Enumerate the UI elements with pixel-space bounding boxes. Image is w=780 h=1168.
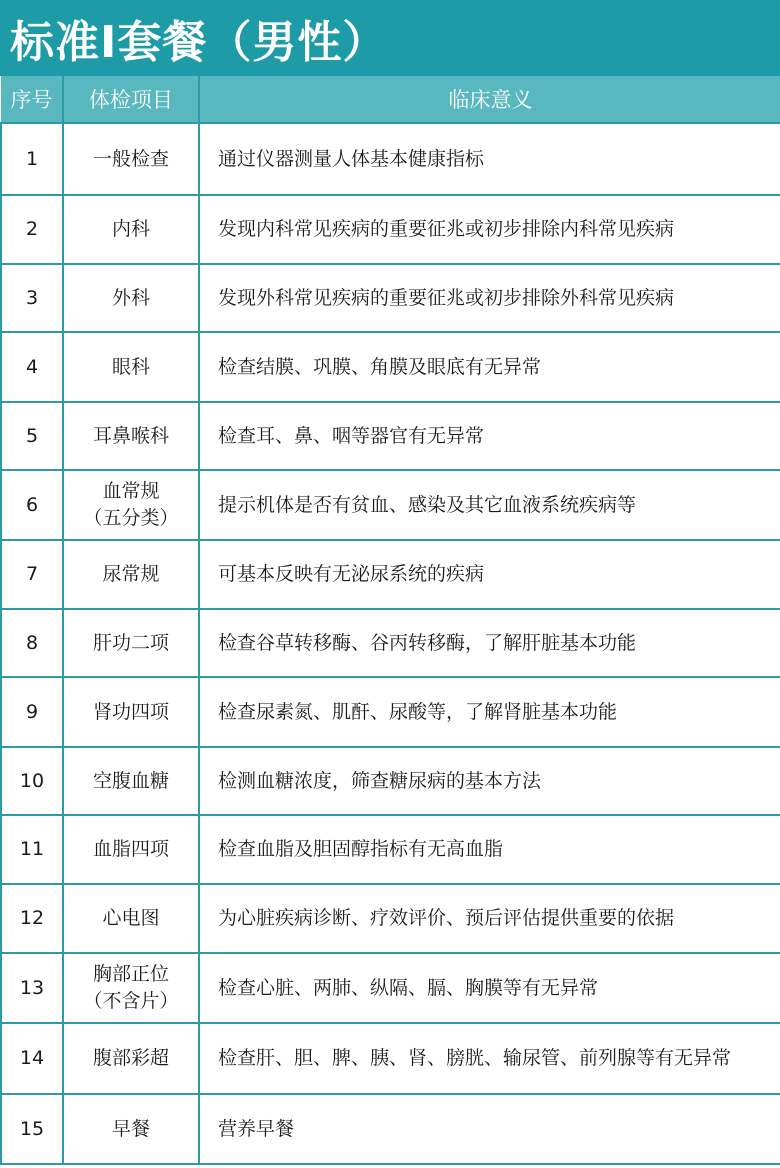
page-title: 标准I套餐（男性） xyxy=(10,17,388,68)
header-meaning: 临床意义 xyxy=(199,76,780,123)
row-item: 眼科 xyxy=(63,332,199,402)
row-meaning: 检查尿素氮、肌酐、尿酸等，了解肾脏基本功能 xyxy=(199,677,780,747)
row-meaning: 为心脏疾病诊断、疗效评价、预后评估提供重要的依据 xyxy=(199,884,780,953)
header-seq: 序号 xyxy=(1,76,63,123)
table-header xyxy=(1,76,780,123)
row-seq: 13 xyxy=(1,953,63,1023)
row-meaning: 检查肝、胆、脾、胰、肾、膀胱、输尿管、前列腺等有无异常 xyxy=(199,1023,780,1094)
package-table xyxy=(0,76,780,1165)
row-meaning: 可基本反映有无泌尿系统的疾病 xyxy=(199,540,780,609)
row-item: 肾功四项 xyxy=(63,677,199,747)
row-item: 尿常规 xyxy=(63,540,199,609)
row-item xyxy=(63,953,199,1023)
table-row xyxy=(1,1023,780,1094)
table-row xyxy=(1,677,780,747)
row-item: 心电图 xyxy=(63,884,199,953)
row-seq: 12 xyxy=(1,884,63,953)
row-meaning: 发现内科常见疾病的重要征兆或初步排除内科常见疾病 xyxy=(199,195,780,264)
table-body xyxy=(1,123,780,1164)
table-row xyxy=(1,264,780,332)
table-row xyxy=(1,123,780,195)
row-meaning: 检查心脏、两肺、纵隔、膈、胸膜等有无异常 xyxy=(199,953,780,1023)
table-row xyxy=(1,953,780,1023)
row-seq: 11 xyxy=(1,815,63,884)
table-row xyxy=(1,609,780,677)
row-item-sub: （不含片） xyxy=(83,990,179,1012)
row-seq: 10 xyxy=(1,747,63,815)
row-meaning: 通过仪器测量人体基本健康指标 xyxy=(199,123,780,195)
table-row xyxy=(1,195,780,264)
row-item-name: 胸部正位 xyxy=(92,963,169,985)
row-item: 耳鼻喉科 xyxy=(63,402,199,470)
row-item: 一般检查 xyxy=(63,123,199,195)
table-row xyxy=(1,747,780,815)
row-meaning: 检查耳、鼻、咽等器官有无异常 xyxy=(199,402,780,470)
table-row xyxy=(1,1094,780,1164)
row-item: 肝功二项 xyxy=(63,609,199,677)
row-meaning: 检查血脂及胆固醇指标有无高血脂 xyxy=(199,815,780,884)
row-meaning: 提示机体是否有贫血、感染及其它血液系统疾病等 xyxy=(199,470,780,540)
row-item: 早餐 xyxy=(63,1094,199,1164)
row-item-sub: （五分类） xyxy=(83,507,179,529)
row-item-name: 血常规 xyxy=(102,480,160,502)
row-seq: 6 xyxy=(1,470,63,540)
row-seq: 1 xyxy=(1,123,63,195)
row-meaning: 发现外科常见疾病的重要征兆或初步排除外科常见疾病 xyxy=(199,264,780,332)
row-meaning: 检测血糖浓度，筛查糖尿病的基本方法 xyxy=(199,747,780,815)
row-item xyxy=(63,470,199,540)
table-row xyxy=(1,815,780,884)
row-seq: 4 xyxy=(1,332,63,402)
row-seq: 5 xyxy=(1,402,63,470)
row-seq: 7 xyxy=(1,540,63,609)
row-seq: 15 xyxy=(1,1094,63,1164)
row-meaning: 检查谷草转移酶、谷丙转移酶，了解肝脏基本功能 xyxy=(199,609,780,677)
table-row xyxy=(1,402,780,470)
row-item: 内科 xyxy=(63,195,199,264)
row-item: 血脂四项 xyxy=(63,815,199,884)
row-item: 外科 xyxy=(63,264,199,332)
table-row xyxy=(1,470,780,540)
row-seq: 9 xyxy=(1,677,63,747)
row-seq: 3 xyxy=(1,264,63,332)
row-seq: 14 xyxy=(1,1023,63,1094)
header-item: 体检项目 xyxy=(63,76,199,123)
row-meaning: 营养早餐 xyxy=(199,1094,780,1164)
row-seq: 8 xyxy=(1,609,63,677)
table-row xyxy=(1,332,780,402)
row-item: 腹部彩超 xyxy=(63,1023,199,1094)
table-row xyxy=(1,540,780,609)
table-row xyxy=(1,884,780,953)
title-bar xyxy=(0,0,780,76)
row-item: 空腹血糖 xyxy=(63,747,199,815)
row-meaning: 检查结膜、巩膜、角膜及眼底有无异常 xyxy=(199,332,780,402)
row-seq: 2 xyxy=(1,195,63,264)
